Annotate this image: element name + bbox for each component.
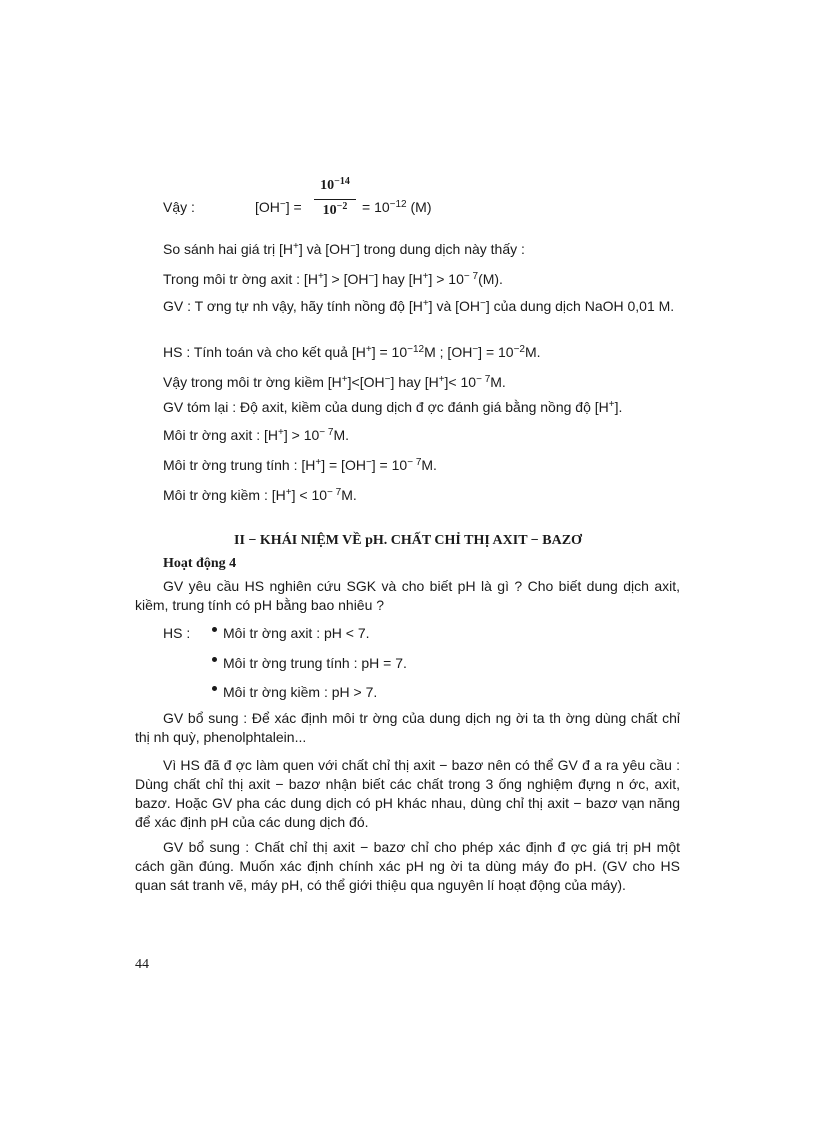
fraction-numerator: $10^{-14}$	[320, 176, 350, 193]
indicator-paragraph: Vì HS đã đ ợc làm quen với chất chỉ thị axit − bazơ nên có thể GV đ a ra yêu cầu : Dùng chất chỉ thị axit − bazơ nhận biết các chất trong 3 ống nghiệm đựng n ớc, axit, bazơ. Hoặc GV pha các dung dịch có pH khác nhau, dùng chỉ thị axit − bazơ vạn năng để xác định pH của các dung dịch đó.	[135, 757, 680, 830]
acid-environment-line: Trong môi tr ờng axit : [H+] > [OH−] hay $[H^+] > 10^{- 7}(M)$.	[163, 271, 503, 287]
bullet-base: Môi tr ờng kiềm : pH > 7.	[212, 683, 377, 701]
section-heading: II − KHÁI NIỆM VỀ pH. CHẤT CHỈ THỊ AXIT − BAZƠ	[234, 533, 582, 548]
gv-request-paragraph: GV yêu cầu HS nghiên cứu SGK và cho biết pH là gì ? Cho biết dung dịch axit, kiềm, trung tính có pH bằng bao nhiêu ?	[135, 578, 680, 613]
acid-condition-line: Môi tr ờng axit : $[H^+] > 10^{- 7}M$.	[163, 427, 350, 443]
hs-calculation-line: HS : Tính toán và cho kết quả $[H^+] = 10^{-12}M$ ; $[OH^-] = 10^{-2}M$.	[163, 344, 541, 360]
ph-meter-paragraph: GV bổ sung : Chất chỉ thị axit − bazơ chỉ cho phép xác định đ ợc giá trị pH một cách gần đúng. Muốn xác định chính xác pH ng ời ta dùng máy đo pH. (GV cho HS quan sát tranh vẽ, máy pH, có thể giới thiệu qua nguyên lí hoạt động của máy).	[135, 839, 680, 893]
activity-title: Hoạt động 4	[163, 556, 237, 571]
fraction-bar	[314, 199, 356, 200]
hs-label: HS :	[163, 625, 191, 641]
base-condition-line: Môi tr ờng kiềm : $[H^+] < 10^{- 7}M$.	[163, 487, 357, 503]
bullet-neutral: Môi tr ờng trung tính : pH = 7.	[212, 654, 407, 672]
neutral-condition-line: Môi tr ờng trung tính : $[H^+] = [OH^-] = 10^{- 7}M$.	[163, 457, 437, 473]
compare-line: So sánh hai giá trị [H+] và [OH−] trong dung dịch này thấy :	[163, 241, 525, 257]
bullet-dot	[212, 627, 217, 632]
gv-summary-line: GV tóm lại : Độ axit, kiềm của dung dịch đ ợc đánh giá bằng nồng độ [H+].	[163, 399, 623, 415]
fraction	[314, 178, 356, 221]
gv-supplement-paragraph: GV bổ sung : Để xác định môi tr ờng của dung dịch ng ời ta th ờng dùng chất chỉ thị nh quỳ, phenolphtalein...	[135, 710, 680, 745]
page-number: 44	[135, 957, 149, 972]
gv-question-line: GV : T ơng tự nh vậy, hãy tính nồng độ [H+] và [OH−] của dung dịch NaOH 0,01 M.	[163, 298, 675, 314]
fraction-denominator: $10^{-2}$	[322, 201, 348, 218]
calc-result: = $10^{-12}$ (M)	[362, 199, 432, 215]
bullet-dot	[212, 657, 217, 662]
calc-label: Vậy :	[163, 199, 195, 215]
bullet-dot	[212, 686, 217, 691]
calc-oh-expression: [OH−] =	[255, 199, 302, 215]
base-environment-line: Vậy trong môi tr ờng kiềm [H+]<[OH−] hay $[H^+]< 10^{- 7}M$.	[163, 374, 506, 390]
bullet-acid: Môi tr ờng axit : pH < 7.	[212, 624, 370, 642]
